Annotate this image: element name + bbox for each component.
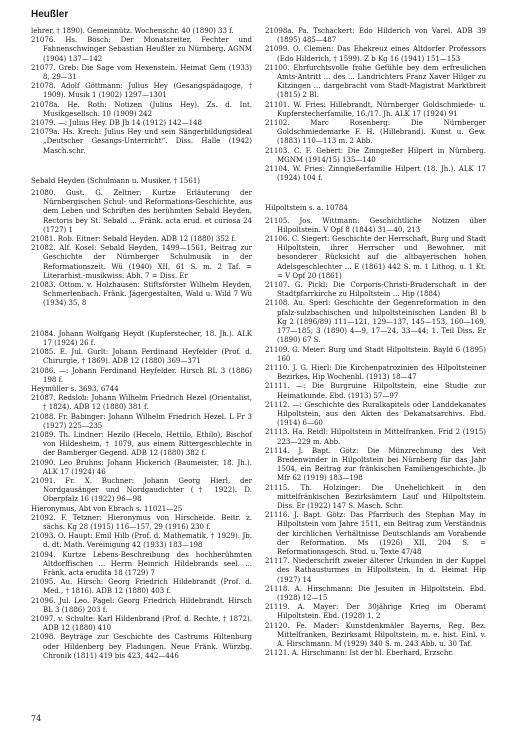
bibliography-entry: 21101. W. Fries: Hillebrandt, Nürnberger Goldschmiede- u. Kupferstecherfamilie, 16./17. Jh. ALK 17 (1924) 91 [265, 100, 486, 118]
bibliography-entry: 21114. J. Bapt. Götz: Die Münzrechnung des Veit Bredenwinder in Hilpoltstein bei Nürnberg für das Jahr 1504, ein Beitrag zur fränkischen Familiengeschichte. Jb Mfr 62 (1919) 183—198 [265, 446, 486, 483]
bibliography-entry: 21104. W. Fries: Zinngießerfamilie Hilpert (18. Jh.). ALK 17 (1924) 104 f. [265, 165, 486, 183]
bibliography-entry: 21098. Beyträge zur Geschichte des Castrums Hiltenburg oder Hildenberg bey Fladungen. Neue Fränk. Würzbg. Chronik (1811) 419 bis 423, 442—446 [31, 633, 252, 660]
bibliography-entry: 21109. G. Meier: Burg und Stadt Hilpoltstein. Bayld 6 (1895) 160 [265, 345, 486, 363]
bibliography-entry: 21102. Marc Rosenberg: Die Nürnberger Goldschmiedemarke F. H. (Hillebrand). Kunst u. Gew. (1883) 110—113 m. 2 Abb. [265, 119, 486, 146]
bibliography-entry: 21076. Hs. Bösch: Der Monatsreiter, Fechter und Fahnenschwinger Sebastian Heußler zu Nürnberg. AGNM (1904) 137—142 [31, 36, 252, 63]
bibliography-entry: 21107. G. Pickl: Die Corporis-Christi-Bruderschaft in der Stadtpfarrkirche zu Hilpoltstein ... Hip (1884) [265, 281, 486, 299]
bibliography-entry: 21086. —: Johann Ferdinand Heyfelder. Hirsch BL 3 (1886) 198 f. [31, 366, 252, 384]
bibliography-entry: 21079a. Hs. Krech: Julius Hey und sein Sängerbildungsideal „Deutscher Gesangs-Unterricht“. Diss. Halle (1942) Masch.schr. [31, 128, 252, 155]
bibliography-entry: 21083. Ottom. v. Holzhausen: Stiftsförster Wilhelm Heyden, Schmerlenbach. Fränk. Jägergestalten, Wald u. Wild 7 Wü (1934) 35, 8 [31, 281, 252, 308]
bibliography-entry: 21117. Niederschrift zweier älterer Urkunden in der Kuppel des Rathausturmes in Hilpoltstein. In d. Heimat Hip (1927) 14 [265, 557, 486, 584]
bibliography-entry: 21118. A. Hirschmann: Die Jesuiten in Hilpoltstein. Ebd. (1928) 12—15 [265, 584, 486, 602]
bibliography-entry: 21116. J. Bapt. Götz: Das Pfarrbuch des Stephan May in Hilpoltstein vom Jahre 1511, ein Beitrag zum Verständnis der kirchlichen Verhältnisse Deutschlands am Vorabende der Reformation. Ms (1926) XII, 204 S. = Reformationsgesch. Stud. u. Texte 47/48 [265, 511, 486, 556]
bibliography-entry: 21094. Kurtze Lebens-Beschreibung des hochberühmten Altdorffischen ... Herrn Heinrich Hildebrands seel. ... Fränk. acta erudita 18 (1729) 7 [31, 550, 252, 577]
bibliography-entry: 21108. Au. Sperl: Geschichte der Gegenreformation in den pfalz-sulzbachischen und hilpoltsteinischen Landen Bl b Kg 2 (1896/89) 111—121, 129—137, 145—153, 160—169, 177—185; 3 (1890) 4—9, 17—24, 33—44; 1. Teil Diss. Er (1890) 67 S. [265, 299, 486, 345]
bibliography-entry: 21095. Au. Hirsch: Georg Friedrich Hildebrandt (Prof. d. Med., † 1816). ADB 12 (1880) 403 f. [31, 578, 252, 596]
bibliography-entry: 21111. —: Die Burgruine Hilpoltstein, eine Studie zur Heimatkunde. Ebd. (1913) 57—97 [265, 382, 486, 400]
running-head: Heußler [31, 9, 69, 20]
bibliography-entry: 21087. Redslob: Johann Wilhelm Friedrich Hezel (Orientalist, † 1824). ADB 12 (1880) 381 f. [31, 394, 252, 412]
bibliography-entry: 21099. O. Clemen: Das Ehekreuz eines Altdorfer Professors (Edo Hilderich, † 1599). Z b Kg 16 (1941) 151—153 [265, 45, 486, 63]
bibliography-entry: 21097. v. Schulte: Karl Hildenbrand (Prof. d. Rechte, † 1872). ADB 12 (1880) 410 [31, 614, 252, 633]
bibliography-entry: 21084. Johann Wolfgang Heydt (Kupferstecher, 18. Jh.). ALK 17 (1924) 26 f. [31, 329, 252, 347]
bibliography-entry: 21091. Fr. X. Buchner: Johann Georg Hierl, der Nordgausänger und Nordgaudichter († 1922). D. Oberpfalz 16 (1922) 96—98 [31, 476, 252, 504]
entry-gap [265, 190, 486, 197]
bibliography-entry: 21080. Gust. G. Zeltner: Kurtze Erläuterung der Nürnbergischen Schul- und Reformations-Geschichte, aus dem Leben und Schriften des berühmten Sebald Heyden, Rectoris bey St. Sebald ... Fränk. acta erud. et curiosa 24 (1727) 1 [31, 189, 252, 234]
entry-gap [31, 316, 252, 323]
bibliography-entry: 21113. Ha. Reidl: Hilpoltstein in Mittelfranken. Frid 2 (1915) 223—229 m. Abb. [265, 428, 486, 446]
bibliography-entry: 21079. —: Julius Hey. DB Jb 14 (1912) 142—148 [31, 119, 202, 128]
bibliography-entry: 21093. O. Haupt: Emil Hilb (Prof. d. Mathematik, † 1929). Jb. d. dt. Math. Vereinigung 42 (1933) 183—198 [31, 532, 252, 550]
bibliography-entry: 21110. J. G. Hierl: Die Kirchenpatrozinien des Hilpoltsteiner Bezirkes. Hip Wochenbl. (1913) 18—47 [265, 363, 486, 382]
bibliography-entry: 21082. Alf. Kosel: Sebald Heyden, 1499—1561, Beitrag zur Geschichte der Nürnberger Schulmusik in der Reformationszeit. Wü (1940) XII, 61 S. m. 2 Taf. = Literarhist.-musikwiss. Abh. 7 = Diss. Er [31, 244, 252, 280]
bibliography-entry: 21105. Jos. Wittmann: Geschichtliche Notizen über Hilpoltstein. V Opf 8 (1844) 31—40, 213 [265, 216, 486, 234]
bibliography-entry: 21115. Th. Holzinger: Die Unehelichkeit in den mittelfränkischen Bezirksämtern Lauf und Hilpoltstein. Diss. Er (1922) 147 S. Masch. Schr. [265, 483, 486, 510]
bibliography-entry: 21081. Rob. Eitner: Sebald Heyden. ADB 12 (1880) 352 f. [31, 235, 237, 244]
bibliography-entry: 21089. Th. Lindner: Hezilo (Hecelo, Hettilo, Ethilo), Bischof von Hildesheim, † 1079, aus einem Rittergeschlechte in der Bamberger Gegend. ADB 12 (1880) 382 f. [31, 430, 252, 458]
bibliography-entry: 21112. —: Geschichte des Ruralkapitels oder Landdekanates Hilpoltstein, aus den Akten des Dekanatsarchivs. Ebd. (1914) 6—60 [265, 400, 486, 428]
bibliography-entry: 21119. A. Mayer: Der 30jährige Krieg im Oberamt Hilpoltstein. Ebd. (1928) 1, 2 [265, 603, 486, 621]
section-heading: Hilpoltstein s. a. 10784 [265, 204, 348, 213]
right-column [265, 27, 486, 658]
bibliography-entry: 21098a. Pa. Tschackert: Edo Hilderich von Varel. ADB 39 (1895) 485—487 [265, 27, 486, 45]
bibliography-entry: 21096. Jul. Leo. Pagel: Georg Friedrich Hildebrandt. Hirsch BL 3 (1886) 203 f. [31, 596, 252, 614]
bibliography-entry: lehrer, † 1890). Gemeinnütz. Wochenschr. 40 (1890) 33 f. [31, 27, 234, 35]
bibliography-entry: 21078. Adolf Göttmann: Julius Hey (Gesangspädagoge, † 1909). Musik 1 (1902) 1297—1301 [31, 82, 252, 100]
bibliography-entry: 21121. A. Hirschmann: Ist der hl. Eberhard, Erzschr. [265, 649, 454, 658]
entry-gap [31, 163, 252, 170]
bibliography-entry: Heymüller s. 3693, 6744 [31, 384, 119, 393]
left-column [31, 27, 252, 661]
bibliography-entry: 21090. Leo Bruhns: Johann Hickerich (Baumeister, 18. Jh.). ALK 17 (1924) 46 [31, 458, 252, 476]
bibliography-entry: 21120. Fe. Mader: Kunstdenkmäler Bayerns, Reg. Bez. Mittelfranken, Bezirksamt Hilpoltstein, m. e. hist. Einl. v. A. Hirschmann. M (1929) 340 S. m. 243 Abb. u. 30 Taf. [265, 621, 486, 648]
bibliography-entry: Hieronymus, Abt von Ebrach s. 11021—25 [31, 504, 183, 513]
bibliography-entry: 21085. E. Jul. Gurlt: Johann Ferdinand Heyfelder (Prof. d. Chirurgie, † 1869). ADB 12 (1880) 369—371 [31, 348, 252, 366]
bibliography-entry: 21103. C. F. Gebert: Die Zinngießer Hilpert in Nürnberg. MGNM (1914/15) 135—140 [265, 146, 486, 164]
bibliography-entry: 21106. C. Siegert: Geschichte der Herrschaft, Burg und Stadt Hilpoltstein, ihrer Herrscher und Bewohner, mit besonderer Rücksicht auf die altbayerischen hohen Adelsgeschlechter ... E (1861) 442 S. m. 1 Lithog. u. 1 Kt. = V Opf 20 (1861) [265, 235, 486, 280]
bibliography-entry: 21092. F. Tetzner: Hieronymus von Hirscheide. Beitr. z. sächs. Kg 28 (1915) 116—157, 29 (1916) 230 f. [31, 513, 252, 531]
bibliography-entry: 21100. Ehrfurchtsvolle frohe Gefühle bey dem erfreulichen Amts-Antritt ... des ... Landrichters Franz Xaver Hilger zu Kitzingen ... dargebracht vom Stadt-Magistrat Marktbreit (1815) 2 Bl. [265, 63, 486, 100]
section-heading: Sebald Heyden (Schulmann u. Musiker, † 1561) [31, 176, 200, 185]
bibliography-entry: 21078a. He. Roth: Notizen (Julius Hey). Zs. d. Int. Musikgesellsch. 10 (1909) 242 [31, 100, 252, 118]
bibliography-entry: 21088. Fr. Babinger: Johann Wilhelm Friedrich Hezel. L Fr 3 (1927) 225—235 [31, 412, 252, 430]
page-number: 74 [31, 714, 42, 723]
bibliography-entry: 21077. Greb: Die Sage vom Hexenstein. Heimat Gem (1933) 8, 29—31 [31, 63, 252, 82]
